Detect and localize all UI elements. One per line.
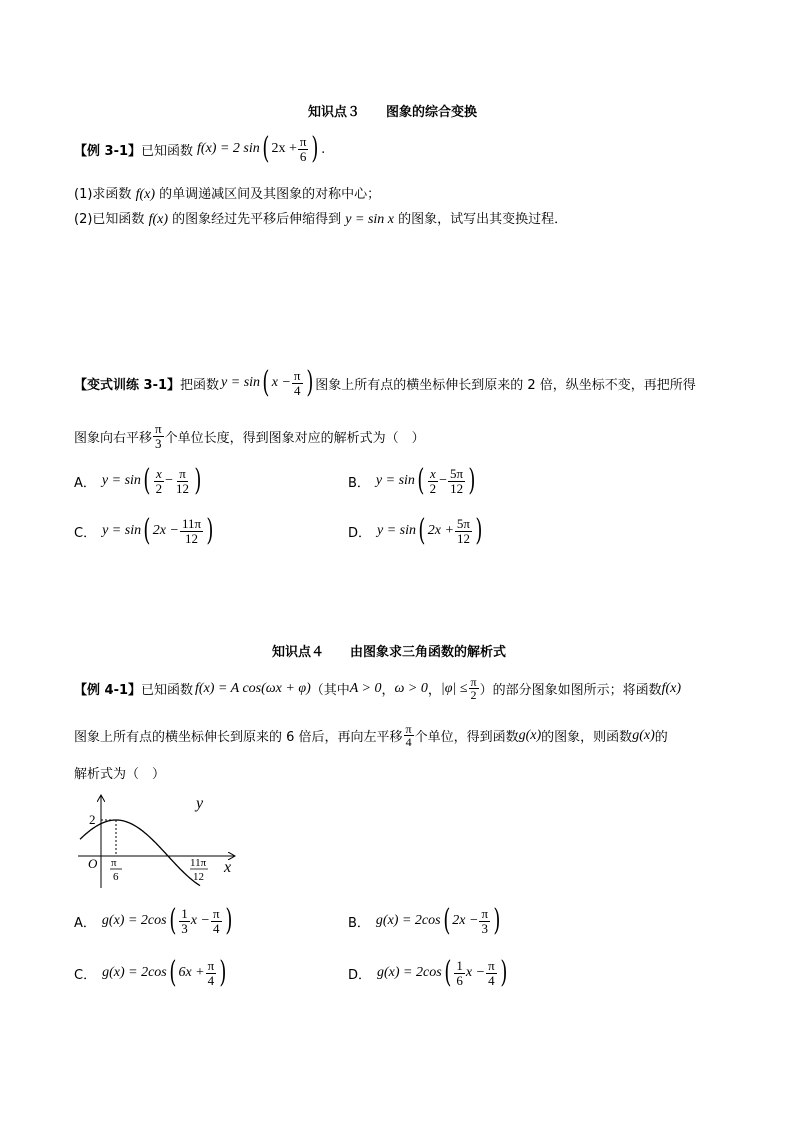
example-option-d[interactable]: D． g(x) = 2cos ( $\frac{1}{6}$ x − $\frac{\pi}{4}$ )	[348, 955, 508, 990]
example-option-b[interactable]: B． g(x) = 2cos ( 2x − $\frac{\pi}{3}$ )	[348, 903, 501, 938]
variant-label: 【变式训练 3-1】	[74, 377, 181, 393]
example-4-1-line-2: 图象上所有点的横坐标伸长到原来的 6 倍后，再向左平移 $\frac{\pi}{4}$ 个单位，得到函数 g(x) 的图象，则函数 g(x) 的	[74, 722, 668, 749]
question-1: (1)求函数 f(x) 的单调递减区间及其图象的对称中心；	[74, 187, 381, 202]
example-option-c[interactable]: C． g(x) = 2cos ( 6x + $\frac{\pi}{4}$ )	[74, 955, 227, 990]
y-axis-label: y	[196, 795, 204, 812]
section-title-4: 知识点４ 由图象求三角函数的解析式	[272, 645, 507, 660]
tick-11pi12-num: 11π	[190, 857, 207, 869]
right-paren: )	[311, 131, 319, 166]
example-prefix: 已知函数	[141, 143, 194, 159]
example-label: 【例 4-1】	[74, 683, 142, 698]
variant-option-a[interactable]: A． y = sin ( $\frac{x}{2}$ − $\frac{\pi}{12}$ )	[74, 463, 202, 498]
variant-line-1: 【变式训练 3-1】 把函数 y = sin ( x − $\frac{\pi}{4}$ ) 图象上所有点的横坐标伸长到原来的 2 倍，纵坐标不变，再把所得	[74, 365, 696, 400]
example-label: 【例 3-1】	[74, 143, 142, 159]
x-axis-label: x	[224, 859, 232, 876]
cosine-graph	[74, 790, 244, 890]
example-4-1-line-3: 解析式为（ ）	[74, 767, 166, 782]
tick-pi6-num: π	[111, 857, 117, 869]
variant-line-2: 图象向右平移 $\frac{\pi}{3}$ 个单位长度，得到图象对应的解析式为（ ）	[74, 421, 425, 451]
section-title-3: 知识点３ 图象的综合变换	[308, 105, 478, 120]
question-2: (2)已知函数 f(x) 的图象经过先平移后伸缩得到 y = sin x 的图象，试写出其变换过程．	[74, 212, 568, 227]
max-value-label: 2	[89, 812, 96, 827]
fraction-pi-4: $\frac{\pi}{4}$	[293, 367, 301, 398]
tick-11pi12-den: 12	[193, 871, 204, 883]
variant-option-b[interactable]: B． y = sin ( $\frac{x}{2}$ − $\frac{5\pi}{12}$ )	[348, 463, 476, 498]
example-4-1-line-1: 【例 4-1】 已知函数 f(x) = A cos(ωx + φ) （其中 A > 0 ， ω > 0 ， |φ| ≤ $\frac{\pi}{2}$ ）的部分图象如图所示；将函数 f(x)	[74, 675, 682, 702]
fraction-pi-3: $\frac{\pi}{3}$	[155, 421, 162, 451]
left-paren: (	[262, 131, 270, 166]
variant-option-c[interactable]: C． y = sin ( 2x − $\frac{11\pi}{12}$ )	[74, 513, 214, 548]
example-3-1	[74, 131, 326, 166]
inner-expr: 2x +	[271, 141, 297, 156]
variant-option-d[interactable]: D． y = sin ( 2x + $\frac{5\pi}{12}$ )	[348, 513, 483, 548]
function-lhs: f(x) = 2 sin	[197, 141, 260, 156]
fraction-pi-6: $\frac{\pi}{6}$	[299, 133, 307, 164]
cosine-curve	[80, 820, 200, 886]
example-option-a[interactable]: A． g(x) = 2cos ( $\frac{1}{3}$ x − $\frac{\pi}{4}$ )	[74, 903, 232, 938]
tick-pi6-den: 6	[113, 871, 119, 883]
origin-label: O	[88, 856, 98, 871]
period: .	[321, 141, 326, 157]
